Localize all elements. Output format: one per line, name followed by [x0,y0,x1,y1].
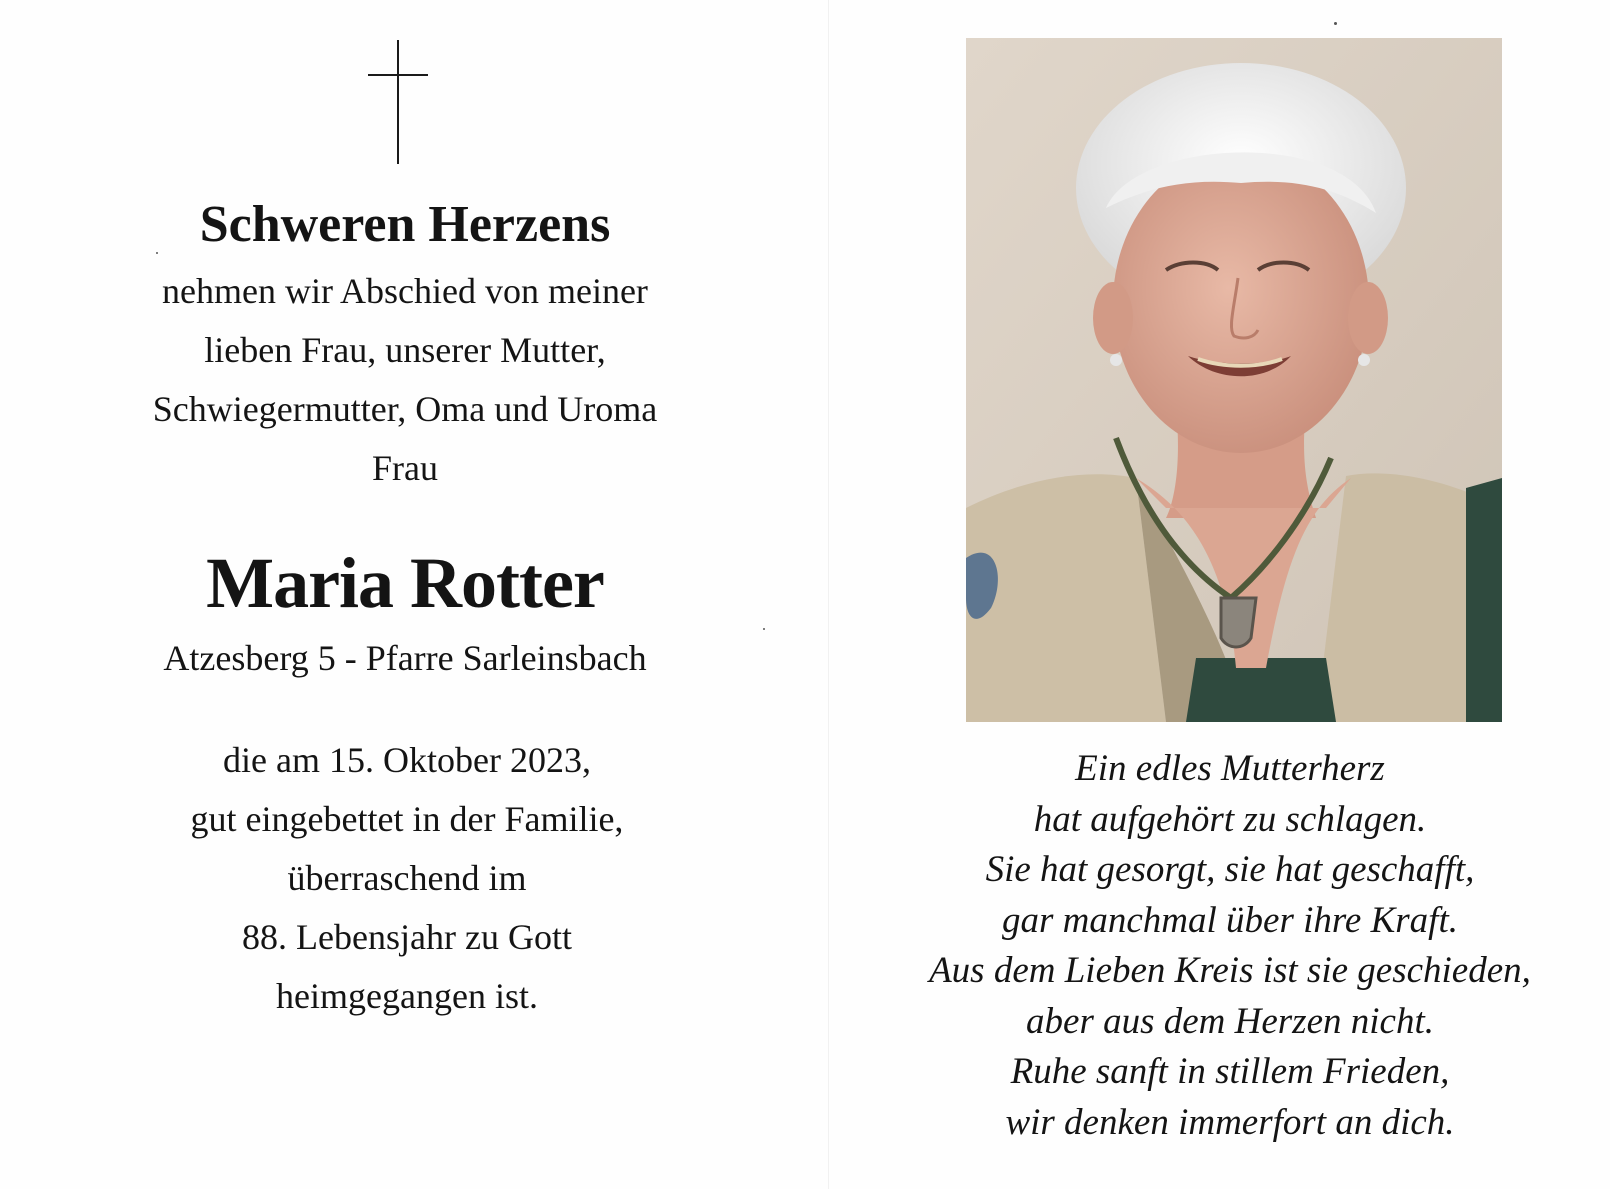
intro-line: Frau [372,448,438,488]
poem-line: Sie hat gesorgt, sie hat geschafft, [985,849,1475,890]
poem-line: Ein edles Mutterherz [1075,748,1385,789]
portrait-illustration [966,38,1502,722]
intro-text [60,262,750,498]
intro-line: Schwiegermutter, Oma und Uroma [152,389,658,429]
left-panel [60,0,750,1189]
card-fold-line [828,0,829,1189]
death-line: 88. Lebensjahr zu Gott [242,917,572,957]
scan-speck [1334,22,1337,25]
cross-icon [368,40,428,164]
death-line: heimgegangen ist. [276,976,538,1016]
death-line: überraschend im [287,858,527,898]
poem-line: aber aus dem Herzen nicht. [1026,1000,1434,1042]
poem-line: hat aufgehört zu schlagen. [1033,798,1427,840]
address: Atzesberg 5 - Pfarre Sarleinsbach [163,638,647,678]
poem-line: Aus dem Lieben Kreis ist sie geschieden, [929,950,1531,991]
poem [880,744,1580,1148]
headline: Schweren Herzens [199,196,611,253]
intro-line: lieben Frau, unserer Mutter, [204,330,606,370]
deceased-name: Maria Rotter [206,543,604,623]
poem-line: gar manchmal über ihre Kraft. [1002,899,1458,941]
death-notice [62,731,752,1026]
poem-line: wir denken immerfort an dich. [1005,1101,1455,1143]
poem-line: Ruhe sanft in stillem Frieden, [1010,1051,1450,1092]
death-line: die am 15. Oktober 2023, [223,740,591,780]
intro-line: nehmen wir Abschied von meiner [162,271,648,311]
death-line: gut eingebettet in der Familie, [190,799,624,839]
scan-speck [763,628,765,630]
portrait-photo [966,38,1502,722]
